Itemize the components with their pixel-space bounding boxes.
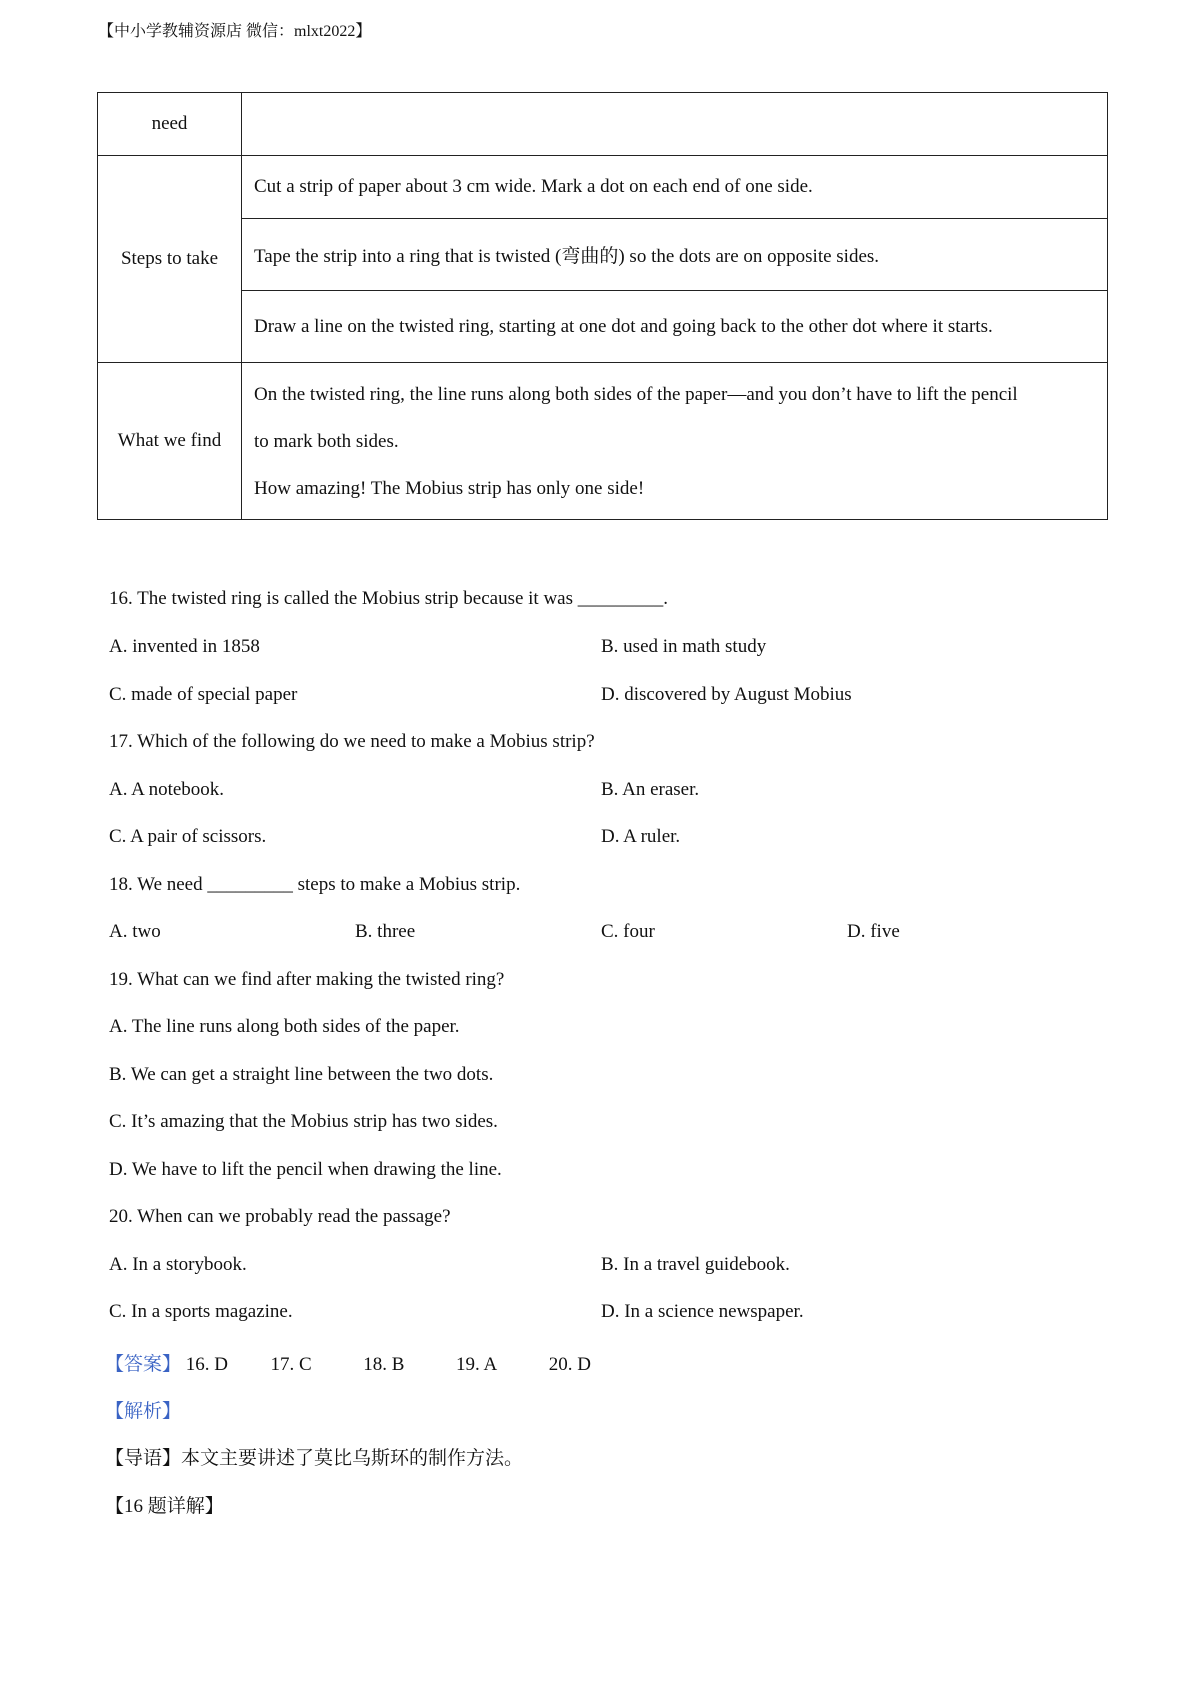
find-line-3: How amazing! The Mobius strip has only one side! xyxy=(254,477,645,499)
q20-option-d[interactable]: D. In a science newspaper. xyxy=(601,1301,804,1322)
q16-option-c[interactable]: C. made of special paper xyxy=(109,684,298,705)
q18-option-c[interactable]: C. four xyxy=(601,921,655,942)
q18-option-b[interactable]: B. three xyxy=(355,921,416,942)
detail-16-heading: 【16 题详解】 xyxy=(105,1496,224,1517)
step-2: Tape the strip into a ring that is twisted (弯曲的) so the dots are on opposite sides. xyxy=(242,219,1108,291)
intro-text: 【导语】本文主要讲述了莫比乌斯环的制作方法。 xyxy=(105,1448,524,1469)
step-3: Draw a line on the twisted ring, starting at one dot and going back to the other dot where it starts. xyxy=(242,291,1108,363)
q17-option-a[interactable]: A. A notebook. xyxy=(109,779,225,800)
q17-option-c[interactable]: C. A pair of scissors. xyxy=(109,826,267,847)
find-line-2: to mark both sides. xyxy=(254,430,399,452)
table-row xyxy=(98,363,1108,520)
q20-option-b[interactable]: B. In a travel guidebook. xyxy=(601,1254,790,1275)
answer-16: 16. D xyxy=(185,1354,228,1375)
q19-option-c[interactable]: C. It’s amazing that the Mobius strip has two sides. xyxy=(109,1111,498,1132)
q17-option-d[interactable]: D. A ruler. xyxy=(601,826,681,847)
table-row xyxy=(98,291,1108,363)
answer-20: 20. D xyxy=(548,1354,591,1375)
q17-stem: 17. Which of the following do we need to make a Mobius strip? xyxy=(109,731,595,752)
need-label: need xyxy=(98,93,242,156)
page-header: 【中小学教辅资源店 微信：mlxt2022】 xyxy=(98,23,372,40)
q20-option-c[interactable]: C. In a sports magazine. xyxy=(109,1301,293,1322)
q19-option-d[interactable]: D. We have to lift the pencil when drawing the line. xyxy=(109,1159,502,1180)
find-text xyxy=(242,363,1108,520)
q16-option-a[interactable]: A. invented in 1858 xyxy=(109,636,260,657)
table-row xyxy=(98,156,1108,219)
q16-option-d[interactable]: D. discovered by August Mobius xyxy=(601,684,852,705)
steps-table xyxy=(97,92,1108,520)
step-1: Cut a strip of paper about 3 cm wide. Mark a dot on each end of one side. xyxy=(242,156,1108,219)
q20-stem: 20. When can we probably read the passage? xyxy=(109,1206,451,1227)
q16-stem: 16. The twisted ring is called the Mobius strip because it was _________. xyxy=(109,588,669,609)
q19-option-b[interactable]: B. We can get a straight line between the two dots. xyxy=(109,1064,494,1085)
q18-option-a[interactable]: A. two xyxy=(109,921,161,942)
analysis-tag: 【解析】 xyxy=(105,1401,182,1422)
table-row xyxy=(98,93,1108,156)
q16-option-b[interactable]: B. used in math study xyxy=(601,636,767,657)
q20-option-a[interactable]: A. In a storybook. xyxy=(109,1254,247,1275)
q19-option-a[interactable]: A. The line runs along both sides of the paper. xyxy=(109,1016,460,1037)
q17-option-b[interactable]: B. An eraser. xyxy=(601,779,700,800)
steps-label: Steps to take xyxy=(98,156,242,363)
answer-19: 19. A xyxy=(456,1354,498,1375)
answer-17: 17. C xyxy=(270,1354,312,1375)
find-label: What we find xyxy=(98,363,242,520)
answer-18: 18. B xyxy=(363,1354,405,1375)
q18-option-d[interactable]: D. five xyxy=(847,921,900,942)
table-row xyxy=(98,219,1108,291)
need-value xyxy=(242,93,1108,156)
answer-key xyxy=(105,1349,591,1376)
q18-stem: 18. We need _________ steps to make a Mobius strip. xyxy=(109,874,521,895)
q19-stem: 19. What can we find after making the twisted ring? xyxy=(109,969,505,990)
find-line-1: On the twisted ring, the line runs along both sides of the paper—and you don’t have to lift the pencil xyxy=(254,383,1018,405)
answer-tag: 【答案】 xyxy=(105,1354,182,1375)
